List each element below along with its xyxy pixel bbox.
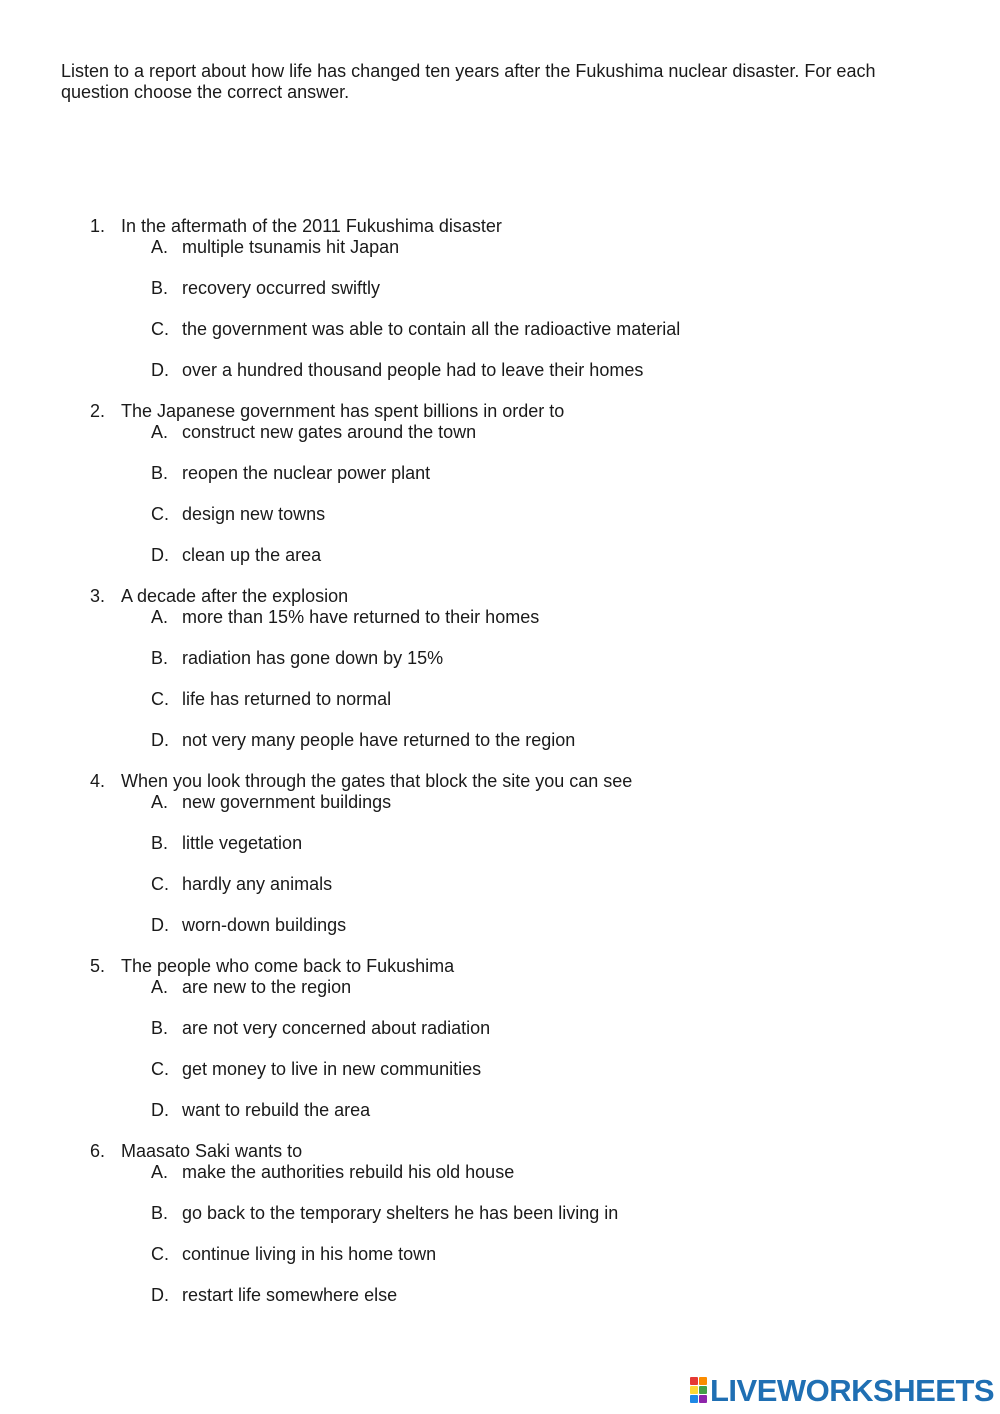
option-text: over a hundred thousand people had to leave their homes (182, 360, 644, 380)
option-2c[interactable] (0, 504, 1000, 525)
logo-tile (699, 1386, 707, 1394)
option-3b[interactable] (0, 648, 1000, 669)
option-letter: C. (151, 874, 169, 894)
option-2a[interactable] (0, 422, 1000, 443)
option-letter: D. (151, 545, 169, 565)
option-letter: D. (151, 730, 169, 750)
option-letter: A. (151, 792, 169, 812)
option-letter: C. (151, 319, 169, 339)
question-text: In the aftermath of the 2011 Fukushima disaster (121, 216, 502, 236)
option-text: get money to live in new communities (182, 1059, 482, 1079)
liveworksheets-logo-icon (690, 1377, 707, 1403)
question-stem (0, 216, 1000, 237)
question-number: 5. (90, 956, 106, 976)
option-text: clean up the area (182, 545, 322, 565)
option-text: go back to the temporary shelters he has been living in (182, 1203, 619, 1223)
option-5d[interactable] (0, 1100, 1000, 1121)
option-letter: D. (151, 1100, 169, 1120)
option-text: worn-down buildings (182, 915, 347, 935)
brand-wordmark: LIVEWORKSHEETS (710, 1372, 995, 1408)
option-letter: A. (151, 1162, 169, 1182)
option-letter: D. (151, 360, 169, 380)
option-5b[interactable] (0, 1018, 1000, 1039)
option-text: continue living in his home town (182, 1244, 437, 1264)
option-text: want to rebuild the area (182, 1100, 371, 1120)
option-5a[interactable] (0, 977, 1000, 998)
logo-tile (699, 1377, 707, 1385)
option-text: design new towns (182, 504, 326, 524)
option-text: life has returned to normal (182, 689, 392, 709)
question-text: A decade after the explosion (121, 586, 349, 606)
option-2b[interactable] (0, 463, 1000, 484)
question-stem (0, 586, 1000, 607)
logo-tile (699, 1395, 707, 1403)
option-4a[interactable] (0, 792, 1000, 813)
option-letter: B. (151, 278, 169, 298)
option-text: are new to the region (182, 977, 352, 997)
instructions-text: Listen to a report about how life has changed ten years after the Fukushima nuclear disaster. For each question choose the correct answer. (61, 61, 876, 102)
option-4c[interactable] (0, 874, 1000, 895)
option-text: construct new gates around the town (182, 422, 477, 442)
option-text: not very many people have returned to the region (182, 730, 576, 750)
question-text: When you look through the gates that block the site you can see (121, 771, 633, 791)
option-letter: A. (151, 422, 169, 442)
option-letter: A. (151, 977, 169, 997)
question-list (0, 216, 1000, 1326)
option-3d[interactable] (0, 730, 1000, 751)
option-text: hardly any animals (182, 874, 333, 894)
logo-tile (690, 1386, 698, 1394)
question-number: 4. (90, 771, 106, 791)
logo-tile (690, 1395, 698, 1403)
option-4b[interactable] (0, 833, 1000, 854)
option-letter: C. (151, 689, 169, 709)
option-letter: C. (151, 1059, 169, 1079)
option-1c[interactable] (0, 319, 1000, 340)
question-stem (0, 956, 1000, 977)
question-stem (0, 1141, 1000, 1162)
liveworksheets-brand (690, 1374, 994, 1406)
option-text: little vegetation (182, 833, 303, 853)
question-text: The Japanese government has spent billions in order to (121, 401, 565, 421)
option-6c[interactable] (0, 1244, 1000, 1265)
option-3c[interactable] (0, 689, 1000, 710)
option-text: reopen the nuclear power plant (182, 463, 431, 483)
option-3a[interactable] (0, 607, 1000, 628)
option-letter: B. (151, 463, 169, 483)
option-text: multiple tsunamis hit Japan (182, 237, 400, 257)
question-5 (0, 956, 1000, 1121)
question-4 (0, 771, 1000, 936)
option-text: recovery occurred swiftly (182, 278, 381, 298)
option-letter: B. (151, 833, 169, 853)
option-text: restart life somewhere else (182, 1285, 398, 1305)
option-1a[interactable] (0, 237, 1000, 258)
option-letter: D. (151, 1285, 169, 1305)
option-1b[interactable] (0, 278, 1000, 299)
question-number: 1. (90, 216, 106, 236)
option-5c[interactable] (0, 1059, 1000, 1080)
option-letter: C. (151, 1244, 169, 1264)
option-letter: D. (151, 915, 169, 935)
option-6a[interactable] (0, 1162, 1000, 1183)
question-6 (0, 1141, 1000, 1306)
option-letter: B. (151, 1018, 169, 1038)
question-number: 2. (90, 401, 106, 421)
option-6b[interactable] (0, 1203, 1000, 1224)
question-3 (0, 586, 1000, 751)
question-2 (0, 401, 1000, 566)
option-letter: C. (151, 504, 169, 524)
option-letter: A. (151, 237, 169, 257)
option-2d[interactable] (0, 545, 1000, 566)
option-text: new government buildings (182, 792, 392, 812)
option-text: make the authorities rebuild his old house (182, 1162, 515, 1182)
option-letter: B. (151, 1203, 169, 1223)
option-text: the government was able to contain all the radioactive material (182, 319, 681, 339)
question-number: 3. (90, 586, 106, 606)
option-1d[interactable] (0, 360, 1000, 381)
option-letter: B. (151, 648, 169, 668)
option-text: more than 15% have returned to their homes (182, 607, 540, 627)
question-text: Maasato Saki wants to (121, 1141, 303, 1161)
option-6d[interactable] (0, 1285, 1000, 1306)
question-1 (0, 216, 1000, 381)
option-text: radiation has gone down by 15% (182, 648, 444, 668)
question-number: 6. (90, 1141, 106, 1161)
option-letter: A. (151, 607, 169, 627)
logo-tile (690, 1377, 698, 1385)
option-text: are not very concerned about radiation (182, 1018, 491, 1038)
question-stem (0, 401, 1000, 422)
option-4d[interactable] (0, 915, 1000, 936)
question-text: The people who come back to Fukushima (121, 956, 455, 976)
question-stem (0, 771, 1000, 792)
